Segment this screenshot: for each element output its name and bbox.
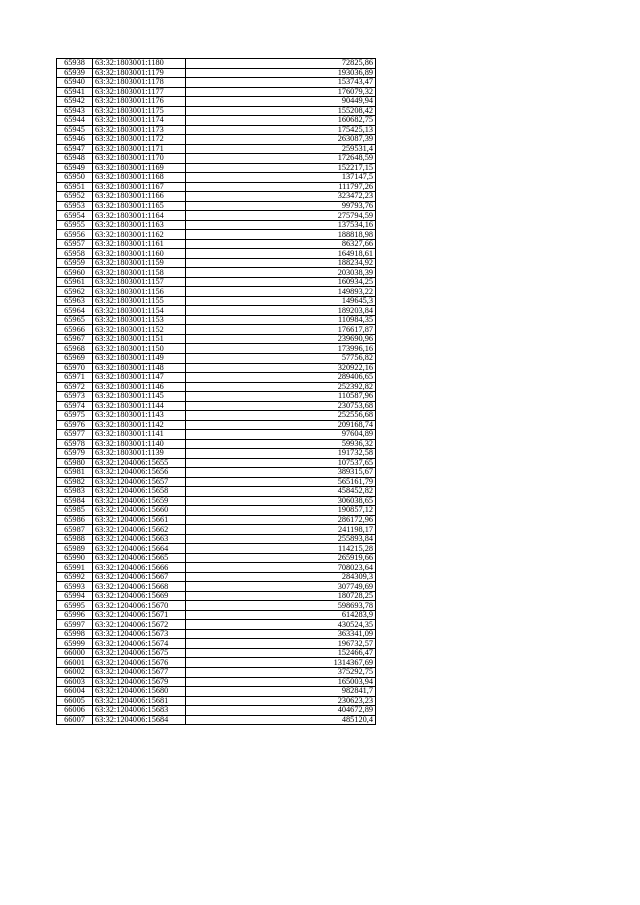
table-row	[57, 201, 376, 211]
row-number-cell: 65982	[57, 477, 93, 487]
cadastral-number-cell: 63:32:1803001:1160	[93, 249, 186, 259]
row-number-cell: 65989	[57, 544, 93, 554]
table-row	[57, 106, 376, 116]
value-cell: 137534,16	[186, 220, 376, 230]
value-cell: 176079,32	[186, 87, 376, 97]
cadastral-number-cell: 63:32:1803001:1180	[93, 59, 186, 69]
value-cell: 265919,66	[186, 553, 376, 563]
cadastral-number-cell: 63:32:1204006:15664	[93, 544, 186, 554]
row-number-cell: 65967	[57, 334, 93, 344]
table-row	[57, 392, 376, 402]
value-cell: 252556,68	[186, 411, 376, 421]
cadastral-number-cell: 63:32:1803001:1178	[93, 78, 186, 88]
row-number-cell: 65947	[57, 144, 93, 154]
row-number-cell: 66002	[57, 668, 93, 678]
row-number-cell: 66004	[57, 687, 93, 697]
cadastral-number-cell: 63:32:1204006:15679	[93, 677, 186, 687]
row-number-cell: 65960	[57, 268, 93, 278]
cadastral-number-cell: 63:32:1803001:1164	[93, 211, 186, 221]
value-cell: 363341,09	[186, 629, 376, 639]
table-row	[57, 258, 376, 268]
table-row	[57, 239, 376, 249]
cadastral-number-cell: 63:32:1803001:1155	[93, 296, 186, 306]
value-cell: 189203,84	[186, 306, 376, 316]
cadastral-number-cell: 63:32:1803001:1176	[93, 97, 186, 107]
value-cell: 175425,13	[186, 125, 376, 135]
table-row	[57, 192, 376, 202]
table-body	[57, 59, 376, 725]
document-page	[56, 58, 376, 725]
value-cell: 708023,64	[186, 563, 376, 573]
table-row	[57, 353, 376, 363]
table-row	[57, 315, 376, 325]
row-number-cell: 65971	[57, 373, 93, 383]
table-row	[57, 287, 376, 297]
table-row	[57, 572, 376, 582]
row-number-cell: 65976	[57, 420, 93, 430]
table-row	[57, 249, 376, 259]
value-cell: 149893,22	[186, 287, 376, 297]
row-number-cell: 65958	[57, 249, 93, 259]
row-number-cell: 65977	[57, 430, 93, 440]
cadastral-number-cell: 63:32:1803001:1173	[93, 125, 186, 135]
table-row	[57, 639, 376, 649]
table-row	[57, 268, 376, 278]
table-row	[57, 325, 376, 335]
cadastral-number-cell: 63:32:1204006:15673	[93, 629, 186, 639]
row-number-cell: 65945	[57, 125, 93, 135]
table-row	[57, 211, 376, 221]
data-table	[56, 58, 376, 725]
table-row	[57, 610, 376, 620]
value-cell: 284309,3	[186, 572, 376, 582]
value-cell: 230623,23	[186, 696, 376, 706]
table-row	[57, 68, 376, 78]
value-cell: 286172,96	[186, 515, 376, 525]
table-row	[57, 563, 376, 573]
row-number-cell: 65963	[57, 296, 93, 306]
value-cell: 982841,7	[186, 687, 376, 697]
row-number-cell: 65959	[57, 258, 93, 268]
row-number-cell: 65966	[57, 325, 93, 335]
row-number-cell: 66001	[57, 658, 93, 668]
value-cell: 196732,57	[186, 639, 376, 649]
table-row	[57, 420, 376, 430]
table-row	[57, 401, 376, 411]
cadastral-number-cell: 63:32:1803001:1142	[93, 420, 186, 430]
cadastral-number-cell: 63:32:1803001:1166	[93, 192, 186, 202]
row-number-cell: 65956	[57, 230, 93, 240]
cadastral-number-cell: 63:32:1204006:15683	[93, 706, 186, 716]
cadastral-number-cell: 63:32:1803001:1146	[93, 382, 186, 392]
table-row	[57, 468, 376, 478]
cadastral-number-cell: 63:32:1803001:1163	[93, 220, 186, 230]
cadastral-number-cell: 63:32:1803001:1175	[93, 106, 186, 116]
row-number-cell: 65985	[57, 506, 93, 516]
row-number-cell: 65992	[57, 572, 93, 582]
table-row	[57, 506, 376, 516]
value-cell: 172648,59	[186, 154, 376, 164]
row-number-cell: 65988	[57, 534, 93, 544]
row-number-cell: 65939	[57, 68, 93, 78]
value-cell: 430524,35	[186, 620, 376, 630]
row-number-cell: 65984	[57, 496, 93, 506]
row-number-cell: 65983	[57, 487, 93, 497]
value-cell: 289406,65	[186, 373, 376, 383]
cadastral-number-cell: 63:32:1803001:1168	[93, 173, 186, 183]
value-cell: 176617,87	[186, 325, 376, 335]
value-cell: 114215,28	[186, 544, 376, 554]
row-number-cell: 66006	[57, 706, 93, 716]
table-row	[57, 496, 376, 506]
table-row	[57, 515, 376, 525]
value-cell: 323472,23	[186, 192, 376, 202]
cadastral-number-cell: 63:32:1803001:1144	[93, 401, 186, 411]
cadastral-number-cell: 63:32:1204006:15675	[93, 648, 186, 658]
cadastral-number-cell: 63:32:1803001:1152	[93, 325, 186, 335]
cadastral-number-cell: 63:32:1803001:1162	[93, 230, 186, 240]
row-number-cell: 65942	[57, 97, 93, 107]
table-row	[57, 144, 376, 154]
value-cell: 110587,96	[186, 392, 376, 402]
cadastral-number-cell: 63:32:1204006:15661	[93, 515, 186, 525]
row-number-cell: 65973	[57, 392, 93, 402]
cadastral-number-cell: 63:32:1803001:1147	[93, 373, 186, 383]
value-cell: 149645,3	[186, 296, 376, 306]
value-cell: 230753,68	[186, 401, 376, 411]
cadastral-number-cell: 63:32:1204006:15676	[93, 658, 186, 668]
table-row	[57, 715, 376, 725]
value-cell: 90449,94	[186, 97, 376, 107]
table-row	[57, 629, 376, 639]
value-cell: 165003,94	[186, 677, 376, 687]
row-number-cell: 66003	[57, 677, 93, 687]
cadastral-number-cell: 63:32:1204006:15666	[93, 563, 186, 573]
cadastral-number-cell: 63:32:1204006:15658	[93, 487, 186, 497]
table-row	[57, 706, 376, 716]
value-cell: 72825,86	[186, 59, 376, 69]
cadastral-number-cell: 63:32:1204006:15669	[93, 591, 186, 601]
row-number-cell: 66005	[57, 696, 93, 706]
table-row	[57, 534, 376, 544]
value-cell: 160682,75	[186, 116, 376, 126]
row-number-cell: 65946	[57, 135, 93, 145]
row-number-cell: 65974	[57, 401, 93, 411]
table-row	[57, 230, 376, 240]
row-number-cell: 65944	[57, 116, 93, 126]
value-cell: 107537,65	[186, 458, 376, 468]
cadastral-number-cell: 63:32:1803001:1150	[93, 344, 186, 354]
cadastral-number-cell: 63:32:1204006:15662	[93, 525, 186, 535]
cadastral-number-cell: 63:32:1803001:1165	[93, 201, 186, 211]
value-cell: 259531,4	[186, 144, 376, 154]
value-cell: 153743,47	[186, 78, 376, 88]
row-number-cell: 65999	[57, 639, 93, 649]
row-number-cell: 65993	[57, 582, 93, 592]
row-number-cell: 65981	[57, 468, 93, 478]
value-cell: 110984,35	[186, 315, 376, 325]
value-cell: 155208,42	[186, 106, 376, 116]
value-cell: 404672,89	[186, 706, 376, 716]
value-cell: 190857,12	[186, 506, 376, 516]
table-row	[57, 544, 376, 554]
value-cell: 307749,69	[186, 582, 376, 592]
row-number-cell: 65948	[57, 154, 93, 164]
row-number-cell: 65952	[57, 192, 93, 202]
cadastral-number-cell: 63:32:1803001:1157	[93, 277, 186, 287]
value-cell: 239690,96	[186, 334, 376, 344]
table-row	[57, 696, 376, 706]
table-row	[57, 430, 376, 440]
table-row	[57, 334, 376, 344]
table-row	[57, 59, 376, 69]
row-number-cell: 65951	[57, 182, 93, 192]
value-cell: 263087,39	[186, 135, 376, 145]
row-number-cell: 65972	[57, 382, 93, 392]
table-row	[57, 411, 376, 421]
row-number-cell: 65962	[57, 287, 93, 297]
table-row	[57, 449, 376, 459]
cadastral-number-cell: 63:32:1204006:15680	[93, 687, 186, 697]
cadastral-number-cell: 63:32:1204006:15660	[93, 506, 186, 516]
value-cell: 565161,79	[186, 477, 376, 487]
cadastral-number-cell: 63:32:1204006:15671	[93, 610, 186, 620]
table-row	[57, 677, 376, 687]
cadastral-number-cell: 63:32:1204006:15670	[93, 601, 186, 611]
cadastral-number-cell: 63:32:1204006:15667	[93, 572, 186, 582]
table-row	[57, 135, 376, 145]
value-cell: 598693,78	[186, 601, 376, 611]
row-number-cell: 65995	[57, 601, 93, 611]
table-row	[57, 296, 376, 306]
table-row	[57, 306, 376, 316]
cadastral-number-cell: 63:32:1803001:1156	[93, 287, 186, 297]
value-cell: 320922,16	[186, 363, 376, 373]
cadastral-number-cell: 63:32:1803001:1159	[93, 258, 186, 268]
value-cell: 255893,84	[186, 534, 376, 544]
row-number-cell: 66007	[57, 715, 93, 725]
row-number-cell: 65998	[57, 629, 93, 639]
row-number-cell: 65996	[57, 610, 93, 620]
cadastral-number-cell: 63:32:1803001:1149	[93, 353, 186, 363]
value-cell: 209168,74	[186, 420, 376, 430]
table-row	[57, 582, 376, 592]
cadastral-number-cell: 63:32:1204006:15672	[93, 620, 186, 630]
value-cell: 203038,39	[186, 268, 376, 278]
cadastral-number-cell: 63:32:1204006:15657	[93, 477, 186, 487]
value-cell: 164918,61	[186, 249, 376, 259]
value-cell: 458452,82	[186, 487, 376, 497]
value-cell: 485120,4	[186, 715, 376, 725]
cadastral-number-cell: 63:32:1803001:1158	[93, 268, 186, 278]
value-cell: 86327,66	[186, 239, 376, 249]
cadastral-number-cell: 63:32:1803001:1145	[93, 392, 186, 402]
table-row	[57, 648, 376, 658]
table-row	[57, 668, 376, 678]
table-row	[57, 363, 376, 373]
table-row	[57, 220, 376, 230]
value-cell: 152466,47	[186, 648, 376, 658]
cadastral-number-cell: 63:32:1803001:1171	[93, 144, 186, 154]
row-number-cell: 65978	[57, 439, 93, 449]
cadastral-number-cell: 63:32:1204006:15674	[93, 639, 186, 649]
table-row	[57, 553, 376, 563]
value-cell: 241198,17	[186, 525, 376, 535]
value-cell: 137147,5	[186, 173, 376, 183]
cadastral-number-cell: 63:32:1803001:1179	[93, 68, 186, 78]
row-number-cell: 65994	[57, 591, 93, 601]
row-number-cell: 65949	[57, 163, 93, 173]
row-number-cell: 65953	[57, 201, 93, 211]
table-row	[57, 658, 376, 668]
table-row	[57, 87, 376, 97]
row-number-cell: 65987	[57, 525, 93, 535]
value-cell: 252392,82	[186, 382, 376, 392]
row-number-cell: 65997	[57, 620, 93, 630]
cadastral-number-cell: 63:32:1204006:15684	[93, 715, 186, 725]
cadastral-number-cell: 63:32:1204006:15668	[93, 582, 186, 592]
row-number-cell: 65969	[57, 353, 93, 363]
value-cell: 1314367,69	[186, 658, 376, 668]
row-number-cell: 66000	[57, 648, 93, 658]
row-number-cell: 65980	[57, 458, 93, 468]
value-cell: 173996,16	[186, 344, 376, 354]
row-number-cell: 65954	[57, 211, 93, 221]
table-row	[57, 116, 376, 126]
cadastral-number-cell: 63:32:1803001:1139	[93, 449, 186, 459]
cadastral-number-cell: 63:32:1803001:1153	[93, 315, 186, 325]
cadastral-number-cell: 63:32:1803001:1177	[93, 87, 186, 97]
table-row	[57, 154, 376, 164]
cadastral-number-cell: 63:32:1204006:15681	[93, 696, 186, 706]
cadastral-number-cell: 63:32:1803001:1148	[93, 363, 186, 373]
table-row	[57, 525, 376, 535]
row-number-cell: 65964	[57, 306, 93, 316]
cadastral-number-cell: 63:32:1803001:1141	[93, 430, 186, 440]
value-cell: 160934,25	[186, 277, 376, 287]
table-row	[57, 182, 376, 192]
table-row	[57, 591, 376, 601]
cadastral-number-cell: 63:32:1803001:1151	[93, 334, 186, 344]
table-row	[57, 97, 376, 107]
row-number-cell: 65986	[57, 515, 93, 525]
cadastral-number-cell: 63:32:1204006:15665	[93, 553, 186, 563]
cadastral-number-cell: 63:32:1803001:1140	[93, 439, 186, 449]
value-cell: 188818,98	[186, 230, 376, 240]
value-cell: 59936,32	[186, 439, 376, 449]
row-number-cell: 65965	[57, 315, 93, 325]
value-cell: 57756,82	[186, 353, 376, 363]
table-row	[57, 78, 376, 88]
value-cell: 389315,67	[186, 468, 376, 478]
value-cell: 111797,26	[186, 182, 376, 192]
cadastral-number-cell: 63:32:1803001:1143	[93, 411, 186, 421]
table-row	[57, 382, 376, 392]
row-number-cell: 65990	[57, 553, 93, 563]
value-cell: 180728,25	[186, 591, 376, 601]
value-cell: 306038,65	[186, 496, 376, 506]
row-number-cell: 65975	[57, 411, 93, 421]
value-cell: 99793,76	[186, 201, 376, 211]
cadastral-number-cell: 63:32:1803001:1167	[93, 182, 186, 192]
value-cell: 152217,15	[186, 163, 376, 173]
row-number-cell: 65968	[57, 344, 93, 354]
table-row	[57, 344, 376, 354]
cadastral-number-cell: 63:32:1803001:1154	[93, 306, 186, 316]
table-row	[57, 687, 376, 697]
row-number-cell: 65961	[57, 277, 93, 287]
row-number-cell: 65979	[57, 449, 93, 459]
table-row	[57, 620, 376, 630]
cadastral-number-cell: 63:32:1204006:15663	[93, 534, 186, 544]
cadastral-number-cell: 63:32:1204006:15659	[93, 496, 186, 506]
cadastral-number-cell: 63:32:1204006:15655	[93, 458, 186, 468]
value-cell: 375292,75	[186, 668, 376, 678]
table-row	[57, 477, 376, 487]
cadastral-number-cell: 63:32:1803001:1161	[93, 239, 186, 249]
table-row	[57, 458, 376, 468]
row-number-cell: 65970	[57, 363, 93, 373]
table-row	[57, 125, 376, 135]
table-row	[57, 601, 376, 611]
row-number-cell: 65938	[57, 59, 93, 69]
table-row	[57, 163, 376, 173]
table-row	[57, 173, 376, 183]
value-cell: 275794,59	[186, 211, 376, 221]
value-cell: 614283,9	[186, 610, 376, 620]
cadastral-number-cell: 63:32:1803001:1174	[93, 116, 186, 126]
table-row	[57, 487, 376, 497]
row-number-cell: 65991	[57, 563, 93, 573]
cadastral-number-cell: 63:32:1803001:1169	[93, 163, 186, 173]
row-number-cell: 65957	[57, 239, 93, 249]
table-row	[57, 373, 376, 383]
row-number-cell: 65955	[57, 220, 93, 230]
value-cell: 193036,89	[186, 68, 376, 78]
value-cell: 191732,58	[186, 449, 376, 459]
cadastral-number-cell: 63:32:1803001:1172	[93, 135, 186, 145]
value-cell: 97604,89	[186, 430, 376, 440]
cadastral-number-cell: 63:32:1204006:15677	[93, 668, 186, 678]
row-number-cell: 65950	[57, 173, 93, 183]
row-number-cell: 65940	[57, 78, 93, 88]
row-number-cell: 65943	[57, 106, 93, 116]
table-row	[57, 439, 376, 449]
cadastral-number-cell: 63:32:1204006:15656	[93, 468, 186, 478]
cadastral-number-cell: 63:32:1803001:1170	[93, 154, 186, 164]
value-cell: 188234,92	[186, 258, 376, 268]
row-number-cell: 65941	[57, 87, 93, 97]
table-row	[57, 277, 376, 287]
